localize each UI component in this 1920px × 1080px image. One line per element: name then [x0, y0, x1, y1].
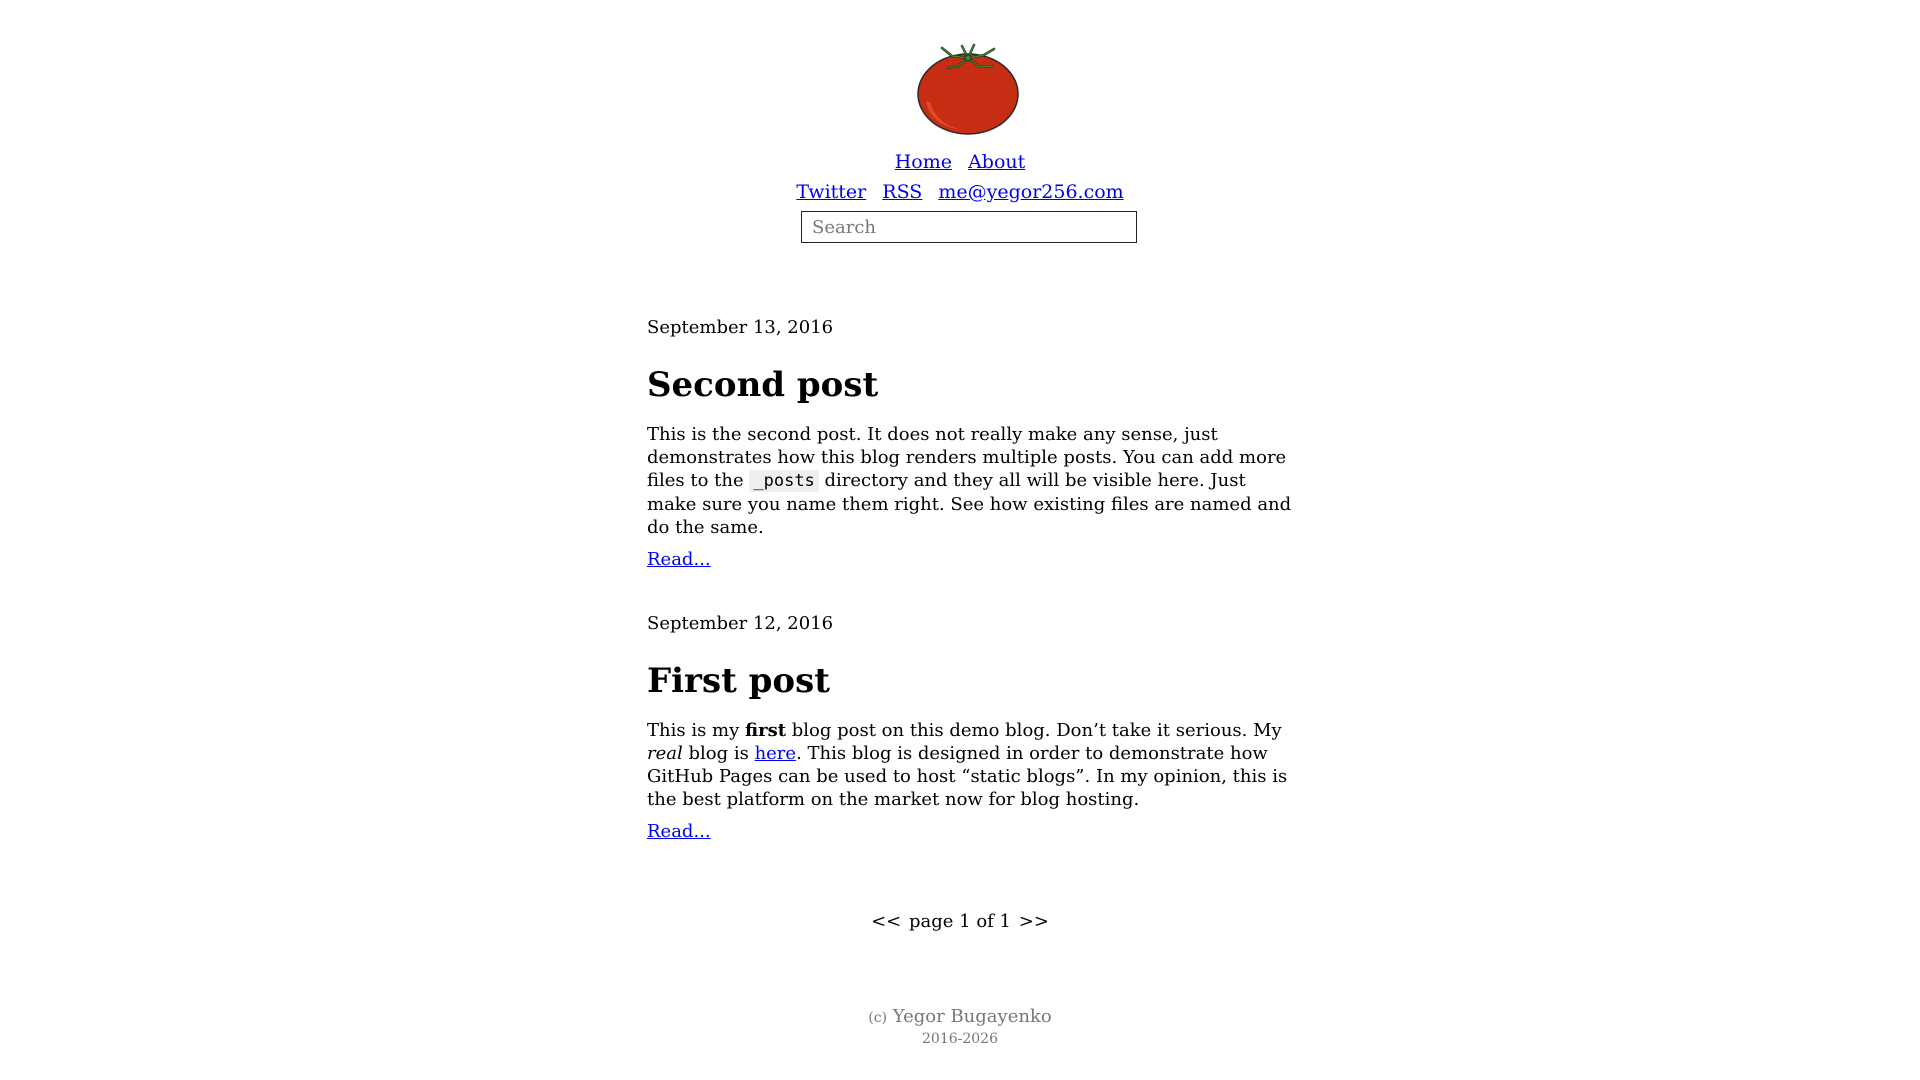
- bold-text: first: [745, 720, 787, 741]
- copyright-symbol: (c): [868, 1010, 888, 1026]
- author-name: Yegor Bugayenko: [892, 1006, 1052, 1027]
- excerpt-text: . This blog is designed in order to demonstrate how GitHub Pages can be used to host “static blogs”. In my opinion, this is the best platform on the market now for blog hosting.: [647, 743, 1288, 810]
- post-title: Second post: [647, 365, 879, 405]
- search-input[interactable]: [801, 211, 1137, 243]
- prev-page-marker: <<: [871, 911, 902, 932]
- tomato-icon: [912, 40, 1024, 136]
- post-item: [647, 612, 1299, 843]
- excerpt-text: This is the second post. It does not really make any sense, just demonstrates how this blog renders multiple posts. You can add more files to the: [647, 424, 1287, 491]
- post-title: First post: [647, 661, 830, 701]
- post-date: September 13, 2016: [647, 317, 834, 338]
- post-excerpt: [647, 719, 1299, 811]
- pagination: [0, 910, 1920, 934]
- next-page-marker: >>: [1018, 911, 1049, 932]
- secondary-nav: [0, 180, 1920, 204]
- code-snippet: _posts: [749, 470, 818, 492]
- excerpt-text: This is my: [647, 720, 745, 741]
- excerpt-text: directory and they all will be visible here. Just make sure you name them right. See how existing files are named and do the same.: [647, 470, 1292, 538]
- nav-home-link[interactable]: Home: [894, 151, 953, 173]
- primary-nav: [0, 150, 1920, 174]
- post-excerpt: [647, 423, 1299, 539]
- read-more-link[interactable]: Read...: [647, 821, 711, 842]
- post-date: September 12, 2016: [647, 613, 834, 634]
- logo-link[interactable]: [912, 40, 1024, 136]
- twitter-link[interactable]: Twitter: [796, 181, 867, 203]
- copyright-years: 2016-2026: [922, 1031, 998, 1047]
- post-item: [647, 316, 1299, 571]
- italic-text: real: [647, 743, 683, 764]
- nav-about-link[interactable]: About: [968, 151, 1026, 173]
- here-link[interactable]: here: [754, 743, 797, 764]
- rss-link[interactable]: RSS: [882, 181, 923, 203]
- excerpt-text: blog post on this demo blog. Don’t take it serious. My: [786, 720, 1282, 741]
- excerpt-text: blog is: [682, 743, 755, 764]
- site-footer: [0, 1005, 1920, 1048]
- copyright: [0, 1005, 1920, 1030]
- email-link[interactable]: me@yegor256.com: [938, 181, 1124, 203]
- read-more-link[interactable]: Read...: [647, 549, 711, 570]
- page-indicator: page 1 of 1: [909, 911, 1011, 932]
